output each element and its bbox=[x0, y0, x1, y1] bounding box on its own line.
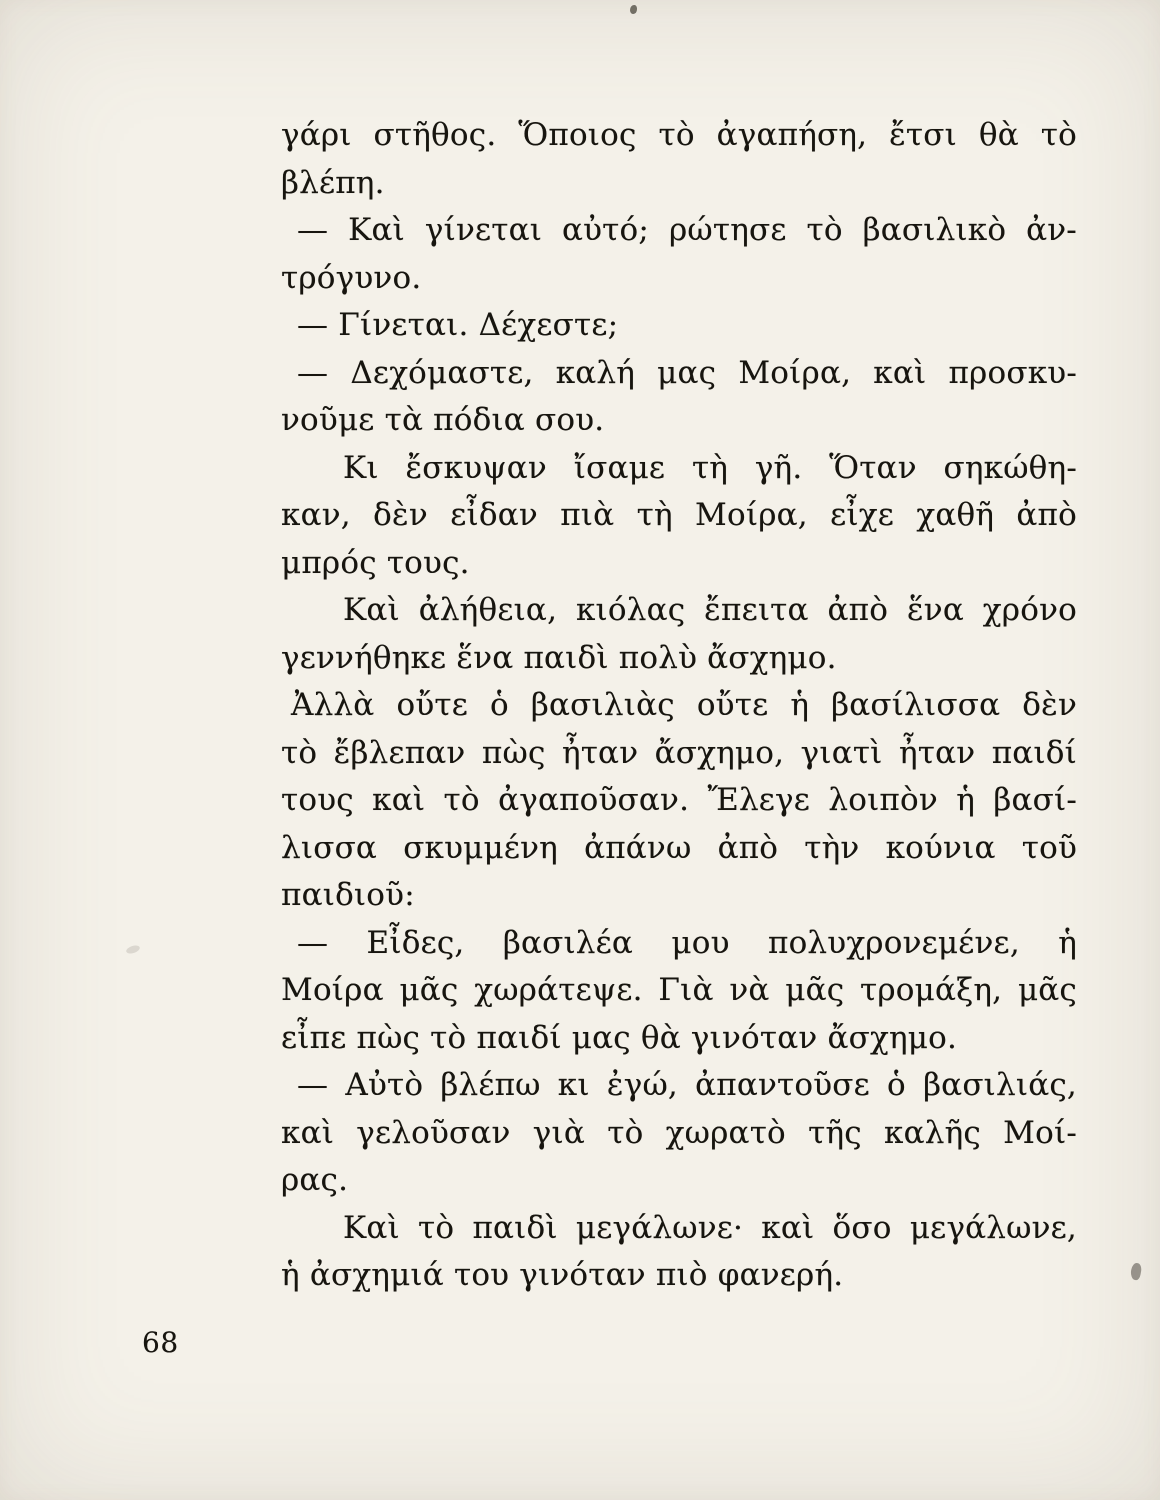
text-line: — Καὶ γίνεται αὐτό; ρώτησε τὸ βασιλικὸ ἀν- bbox=[297, 212, 1077, 248]
paragraph bbox=[281, 587, 1077, 682]
text-block bbox=[281, 112, 1077, 1300]
text-line: τους καὶ τὸ ἀγαποῦσαν. Ἔλεγε λοιπὸν ἡ βασί- bbox=[281, 782, 1077, 818]
text-line: ἡ ἀσχημιά του γινόταν πιὸ φανερή. bbox=[281, 1257, 844, 1293]
text-line: τὸ ἔβλεπαν πὼς ἦταν ἄσχημο, γιατὶ ἦταν παιδί bbox=[281, 734, 1077, 771]
text-line: Μοίρα μᾶς χωράτεψε. Γιὰ νὰ μᾶς τρομάξη, μᾶς bbox=[281, 972, 1077, 1008]
text-line: Ἀλλὰ οὔτε ὁ βασιλιὰς οὔτε ἡ βασίλισσα δὲν bbox=[291, 687, 1077, 723]
text-line: νοῦμε τὰ πόδια σου. bbox=[281, 402, 605, 438]
text-line: Κι ἔσκυψαν ἴσαμε τὴ γῆ. Ὅταν σηκώθη- bbox=[343, 449, 1077, 486]
text-line: καν, δὲν εἶδαν πιὰ τὴ Μοίρα, εἶχε χαθῆ ἀπὸ bbox=[281, 497, 1077, 533]
paragraph bbox=[281, 112, 1077, 207]
scan-smudge-icon bbox=[125, 944, 140, 955]
text-line: γεννήθηκε ἕνα παιδὶ πολὺ ἄσχημο. bbox=[281, 639, 837, 676]
text-line: παιδιοῦ: bbox=[281, 877, 415, 913]
text-line: γάρι στῆθος. Ὅποιος τὸ ἀγαπήση, ἔτσι θὰ τὸ bbox=[281, 117, 1077, 153]
paragraph bbox=[281, 350, 1077, 445]
text-line: εἶπε πὼς τὸ παιδί μας θὰ γινόταν ἄσχημο. bbox=[281, 1019, 958, 1056]
text-line: Καὶ τὸ παιδὶ μεγάλωνε· καὶ ὅσο μεγάλωνε, bbox=[343, 1209, 1077, 1246]
text-line: ρας. bbox=[281, 1162, 349, 1198]
paragraph bbox=[281, 682, 1077, 920]
paragraph bbox=[281, 1062, 1077, 1205]
text-line: τρόγυνο. bbox=[281, 259, 422, 296]
text-line: λισσα σκυμμένη ἀπάνω ἀπὸ τὴν κούνια τοῦ bbox=[281, 829, 1077, 866]
text-line: — Γίνεται. Δέχεστε; bbox=[297, 307, 619, 343]
page-number: 68 bbox=[142, 1326, 179, 1359]
text-line: βλέπη. bbox=[281, 164, 385, 201]
text-line: — Δεχόμαστε, καλή μας Μοίρα, καὶ προσκυ- bbox=[297, 354, 1077, 391]
scan-speck-icon bbox=[1130, 1262, 1143, 1280]
text-line: — Αὐτὸ βλέπω κι ἐγώ, ἀπαντοῦσε ὁ βασιλιάς, bbox=[297, 1067, 1077, 1103]
paragraph bbox=[281, 302, 1077, 350]
text-line: Καὶ ἀλήθεια, κιόλας ἔπειτα ἀπὸ ἕνα χρόνο bbox=[343, 592, 1077, 628]
text-line: — Εἶδες, βασιλέα μου πολυχρονεμένε, ἡ bbox=[297, 924, 1077, 961]
text-line: καὶ γελοῦσαν γιὰ τὸ χωρατὸ τῆς καλῆς Μοί- bbox=[281, 1114, 1077, 1151]
paragraph bbox=[281, 1205, 1077, 1300]
scan-speck-icon bbox=[630, 5, 637, 14]
text-line: μπρός τους. bbox=[281, 544, 470, 581]
paragraph bbox=[281, 207, 1077, 302]
paragraph bbox=[281, 920, 1077, 1063]
paragraph bbox=[281, 445, 1077, 588]
